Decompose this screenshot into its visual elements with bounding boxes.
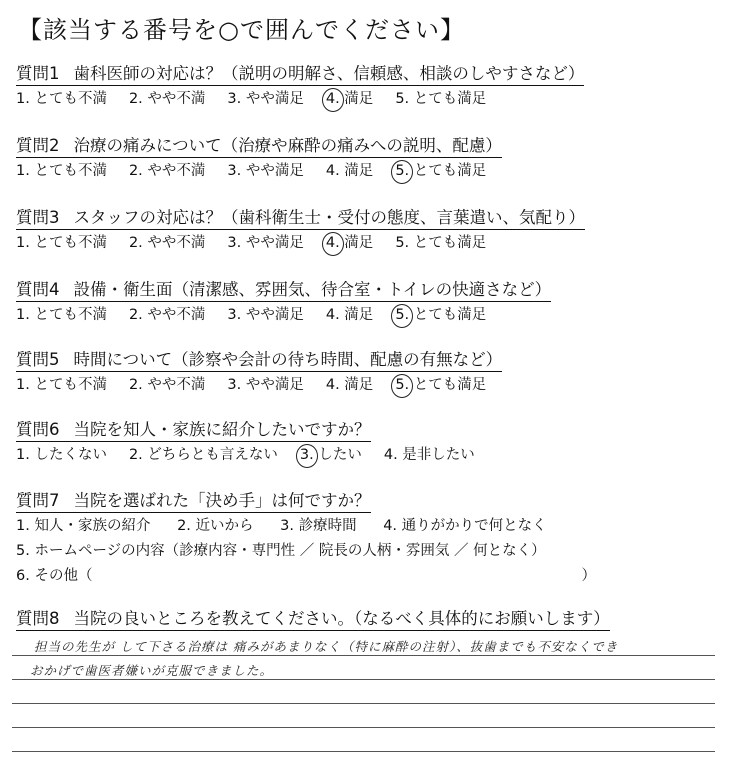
question-2-option-1[interactable]: 1. とても不満 [16,163,107,179]
question-7-option-5[interactable]: 5. ホームページの内容（診療内容・専門性 ／ 院長の人柄・雰囲気 ／ 何となく） [16,543,546,559]
question-7-option-4[interactable]: 4. 通りがかりで何となく [383,518,547,534]
question-4-option-1[interactable]: 1. とても不満 [16,307,107,323]
selection-circle: 4. [325,235,340,251]
selection-circle: 5. [395,377,410,393]
question-1-underline [16,85,584,86]
answer-line-3 [12,703,715,704]
question-8-number: 質問8 [16,609,60,628]
question-7-text: 当院を選ばれた「決め手」は何ですか？ [73,491,371,510]
question-8-text: 当院の良いところを教えてください。（なるべく具体的にお願いします） [73,609,610,628]
question-5-number: 質問5 [16,350,60,369]
question-4-option-3[interactable]: 3. やや満足 [227,307,304,323]
question-3-options [16,231,585,252]
question-7-option-3[interactable]: 3. 診療時間 [280,518,357,534]
question-6-options [16,443,497,464]
question-4-option-5-selected[interactable]: 5. とても満足 [395,307,487,323]
question-7-heading [16,487,371,511]
question-4-option-4[interactable]: 4. 満足 [325,307,374,323]
question-5-option-4[interactable]: 4. 満足 [325,377,374,393]
question-5-option-2[interactable]: 2. やや不満 [128,377,206,393]
question-3-option-4-selected[interactable]: 4. 満足 [325,235,374,251]
question-2-option-5-selected[interactable]: 5. とても満足 [395,163,487,179]
question-3 [16,204,585,252]
question-3-option-1[interactable]: 1. とても不満 [16,235,107,251]
question-4-option-2[interactable]: 2. やや不満 [128,307,206,323]
question-3-underline [16,229,585,230]
question-8-heading [16,605,610,629]
question-1-heading [16,60,584,84]
question-2 [16,132,508,180]
question-2-heading [16,132,502,156]
answer-line-2 [12,679,715,680]
question-4-underline [16,301,551,302]
question-7-options-line1 [16,514,596,535]
question-6-heading [16,416,371,440]
question-3-number: 質問3 [16,208,60,227]
question-3-heading [16,204,585,228]
question-7-option-6[interactable] [16,564,596,585]
question-8-underline [16,630,610,631]
question-6 [16,416,497,464]
question-6-option-2[interactable]: 2. どちらとも言えない [128,447,278,463]
handwritten-answer-line-1: 担当の先生が して下さる治療は 痛みがあまりなく（特に麻酔の注射）、抜歯までも不安なくでき [34,639,619,654]
question-7-other-label: 6. その他（ [16,568,93,584]
handwritten-answer-line-2: おかげで歯医者嫌いが克服できました。 [30,663,274,678]
question-7-other-close: ） [581,568,596,584]
question-7-number: 質問7 [16,491,60,510]
selection-circle: 4. [325,91,340,107]
question-6-option-4[interactable]: 4. 是非したい [383,447,475,463]
selection-circle: 5. [395,307,410,323]
question-6-option-1[interactable]: 1. したくない [16,447,107,463]
question-4-number: 質問4 [16,280,60,299]
question-6-underline [16,441,371,442]
question-4-options [16,303,551,324]
question-3-option-5[interactable]: 5. とても満足 [395,235,487,251]
question-7-option-1[interactable]: 1. 知人・家族の紹介 [16,518,151,534]
question-1 [16,60,584,108]
question-3-text: スタッフの対応は？（歯科衛生士・受付の態度、言葉遣い、気配り） [73,208,585,227]
question-4-text: 設備・衛生面（清潔感、雰囲気、待合室・トイレの快適さなど） [73,280,552,299]
question-4 [16,276,551,324]
question-1-option-1[interactable]: 1. とても不満 [16,91,107,107]
question-6-option-3-selected[interactable]: 3. したい [299,447,362,463]
answer-line-1 [12,655,715,656]
page-title: 【該当する番号を○で囲んでください】 [18,16,465,44]
question-1-option-2[interactable]: 2. やや不満 [128,91,206,107]
question-2-text: 治療の痛みについて（治療や麻酔の痛みへの説明、配慮） [73,136,502,155]
question-3-option-3[interactable]: 3. やや満足 [227,235,304,251]
selection-circle: 3. [299,447,314,463]
answer-line-4 [12,727,715,728]
question-8 [16,605,610,629]
question-6-number: 質問6 [16,420,60,439]
question-5 [16,346,508,394]
question-2-options [16,159,508,180]
question-1-option-4-selected[interactable]: 4. 満足 [325,91,374,107]
question-1-number: 質問1 [16,64,60,83]
question-5-option-3[interactable]: 3. やや満足 [227,377,304,393]
selection-circle: 5. [395,163,410,179]
question-5-options [16,373,508,394]
question-2-option-3[interactable]: 3. やや満足 [227,163,304,179]
question-7 [16,487,596,585]
question-3-option-2[interactable]: 2. やや不満 [128,235,206,251]
question-6-text: 当院を知人・家族に紹介したいですか？ [73,420,371,439]
question-1-text: 歯科医師の対応は？（説明の明解さ、信頼感、相談のしやすさなど） [73,64,585,83]
question-2-underline [16,157,502,158]
question-1-options [16,87,584,108]
question-5-option-1[interactable]: 1. とても不満 [16,377,107,393]
answer-line-5 [12,751,715,752]
question-5-underline [16,371,502,372]
question-5-text: 時間について（診察や会計の待ち時間、配慮の有無など） [73,350,503,369]
question-7-underline [16,512,371,513]
question-4-heading [16,276,551,300]
question-2-option-2[interactable]: 2. やや不満 [128,163,206,179]
question-1-option-3[interactable]: 3. やや満足 [227,91,304,107]
question-5-heading [16,346,502,370]
question-2-option-4[interactable]: 4. 満足 [325,163,374,179]
question-2-number: 質問2 [16,136,60,155]
question-1-option-5[interactable]: 5. とても満足 [395,91,487,107]
question-7-option-2[interactable]: 2. 近いから [177,518,254,534]
question-5-option-5-selected[interactable]: 5. とても満足 [395,377,487,393]
